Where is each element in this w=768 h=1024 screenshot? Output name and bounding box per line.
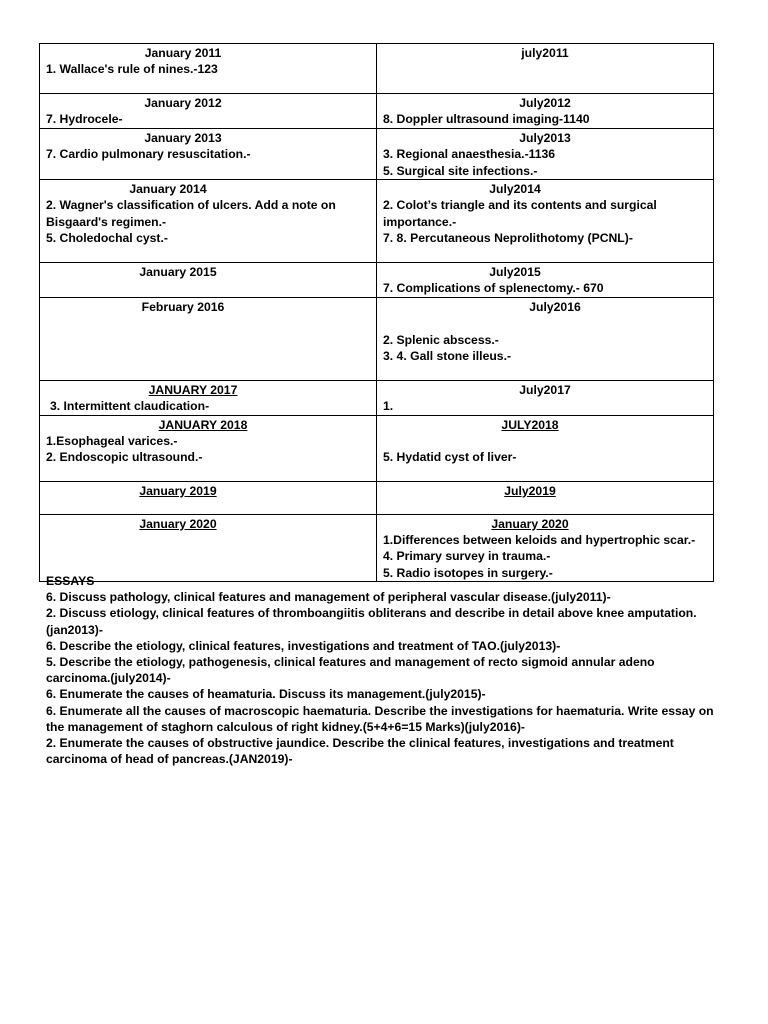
essays-section	[46, 573, 718, 767]
cell-left	[40, 297, 377, 380]
cell-right	[377, 263, 714, 298]
cell-heading	[46, 382, 370, 398]
cell-left	[40, 128, 377, 179]
cell-right	[377, 180, 714, 263]
question-line: 7. Cardio pulmonary resuscitation.-	[46, 147, 251, 162]
cell-heading	[383, 417, 707, 433]
table-row	[40, 481, 714, 514]
essay-question: 5. Describe the etiology, pathogenesis, clinical features and management of recto sigmoid annular adeno carcinoma.(july2014)-	[46, 655, 655, 686]
cell-right	[377, 481, 714, 514]
essay-question: 6. Describe the etiology, clinical features, investigations and treatment of TAO.(july2013)-	[46, 638, 561, 653]
table-row	[40, 297, 714, 380]
table-row	[40, 44, 714, 94]
essays-heading: ESSAYS	[46, 574, 95, 588]
cell-left	[40, 44, 377, 94]
cell-heading: January 2013	[144, 130, 222, 145]
cell-left	[40, 481, 377, 514]
question-line: 2. Splenic abscess.-	[383, 332, 499, 347]
question-line: 8. Doppler ultrasound imaging-1140	[383, 112, 590, 127]
heading-text: January 2019	[139, 483, 217, 498]
table-row	[40, 380, 714, 415]
question-line: 1. Wallace's rule of nines.-123	[46, 62, 218, 77]
question-line: 5. Radio isotopes in surgery.-	[383, 565, 553, 580]
cell-right	[377, 380, 714, 415]
question-line: 2. Colot’s triangle and its contents and surgical	[383, 198, 657, 213]
cell-heading: January 2014	[129, 182, 207, 197]
cell-heading	[383, 516, 707, 532]
cell-left	[40, 415, 377, 481]
cell-heading	[383, 483, 707, 499]
question-line: 7. 8. Percutaneous Neprolithotomy (PCNL)-	[383, 231, 633, 246]
question-line: 3. 4. Gall stone illeus.-	[383, 349, 512, 364]
cell-heading	[46, 483, 370, 499]
cell-heading: July2014	[489, 182, 541, 197]
cell-left	[40, 180, 377, 263]
cell-right	[377, 44, 714, 94]
cell-heading: July2017	[519, 382, 571, 397]
cell-heading: July2013	[519, 130, 571, 145]
cell-right	[377, 94, 714, 129]
table-row	[40, 128, 714, 179]
exam-questions-table	[39, 43, 714, 582]
cell-right	[377, 297, 714, 380]
cell-heading: January 2011	[144, 46, 222, 60]
cell-right	[377, 128, 714, 179]
cell-heading: july2011	[521, 46, 569, 60]
question-line: 7. Complications of splenectomy.- 670	[383, 281, 604, 296]
cell-heading	[46, 516, 370, 532]
question-line: 5. Hydatid cyst of liver-	[383, 450, 517, 465]
cell-heading: July2016	[529, 299, 581, 314]
question-line: importance.-	[383, 214, 457, 229]
question-line: 3. Intermittent claudication-	[50, 399, 210, 414]
heading-text: January 2020	[491, 516, 569, 531]
heading-text: JANUARY 2017	[148, 382, 238, 397]
question-line: 1.	[383, 399, 394, 414]
question-line: 2. Endoscopic ultrasound.-	[46, 450, 203, 465]
heading-text: January 2020	[139, 516, 217, 531]
cell-left	[40, 263, 377, 298]
question-line: 2. Wagner's classification of ulcers. Add a note on	[46, 198, 336, 213]
question-line: 3. Regional anaesthesia.-1136	[383, 147, 556, 162]
cell-heading: January 2015	[139, 265, 217, 280]
question-line: 5. Choledochal cyst.-	[46, 231, 168, 246]
question-line: 7. Hydrocele-	[46, 112, 123, 127]
essay-question: 2. Discuss etiology, clinical features of thromboangiitis obliterans and describe in detail above knee amputation.(jan2013)-	[46, 606, 697, 637]
table-row	[40, 415, 714, 481]
blank-line	[383, 315, 707, 331]
cell-heading: January 2012	[144, 96, 222, 110]
blank-line	[383, 433, 707, 449]
heading-text: JANUARY 2018	[158, 417, 248, 432]
essay-question: 6. Discuss pathology, clinical features and management of peripheral vascular disease.(july2011)-	[46, 590, 611, 605]
cell-left	[40, 380, 377, 415]
cell-left	[40, 94, 377, 129]
cell-heading: February 2016	[141, 299, 225, 314]
question-line: 1.Differences between keloids and hypertrophic scar.-	[383, 533, 696, 548]
essay-question: 6. Enumerate the causes of heamaturia. Discuss its management.(july2015)-	[46, 687, 486, 702]
cell-right	[377, 514, 714, 582]
heading-text: July2019	[504, 483, 556, 498]
essay-question: 2. Enumerate the causes of obstructive jaundice. Describe the clinical features, investigations and treatment carcinoma of head of pancreas.(JAN2019)-	[46, 736, 674, 767]
question-line: 5. Surgical site infections.-	[383, 163, 538, 178]
table-row	[40, 514, 714, 582]
cell-heading	[46, 417, 370, 433]
question-line: 4. Primary survey in trauma.-	[383, 549, 551, 564]
table-row	[40, 263, 714, 298]
table-row	[40, 180, 714, 263]
cell-heading: July2015	[489, 265, 541, 280]
table-row	[40, 94, 714, 129]
cell-left	[40, 514, 377, 582]
question-line: Bisgaard's regimen.-	[46, 214, 167, 229]
cell-heading: July2012	[519, 96, 571, 110]
question-line: 1.Esophageal varices.-	[46, 434, 178, 449]
heading-text: JULY2018	[501, 417, 559, 432]
essay-question: 6. Enumerate all the causes of macroscopic haematuria. Describe the investigations for haematuria. Write essay on the management of staghorn calculous of right kidney.(5+4+6=15 Marks)(july2016)-	[46, 703, 714, 734]
cell-right	[377, 415, 714, 481]
